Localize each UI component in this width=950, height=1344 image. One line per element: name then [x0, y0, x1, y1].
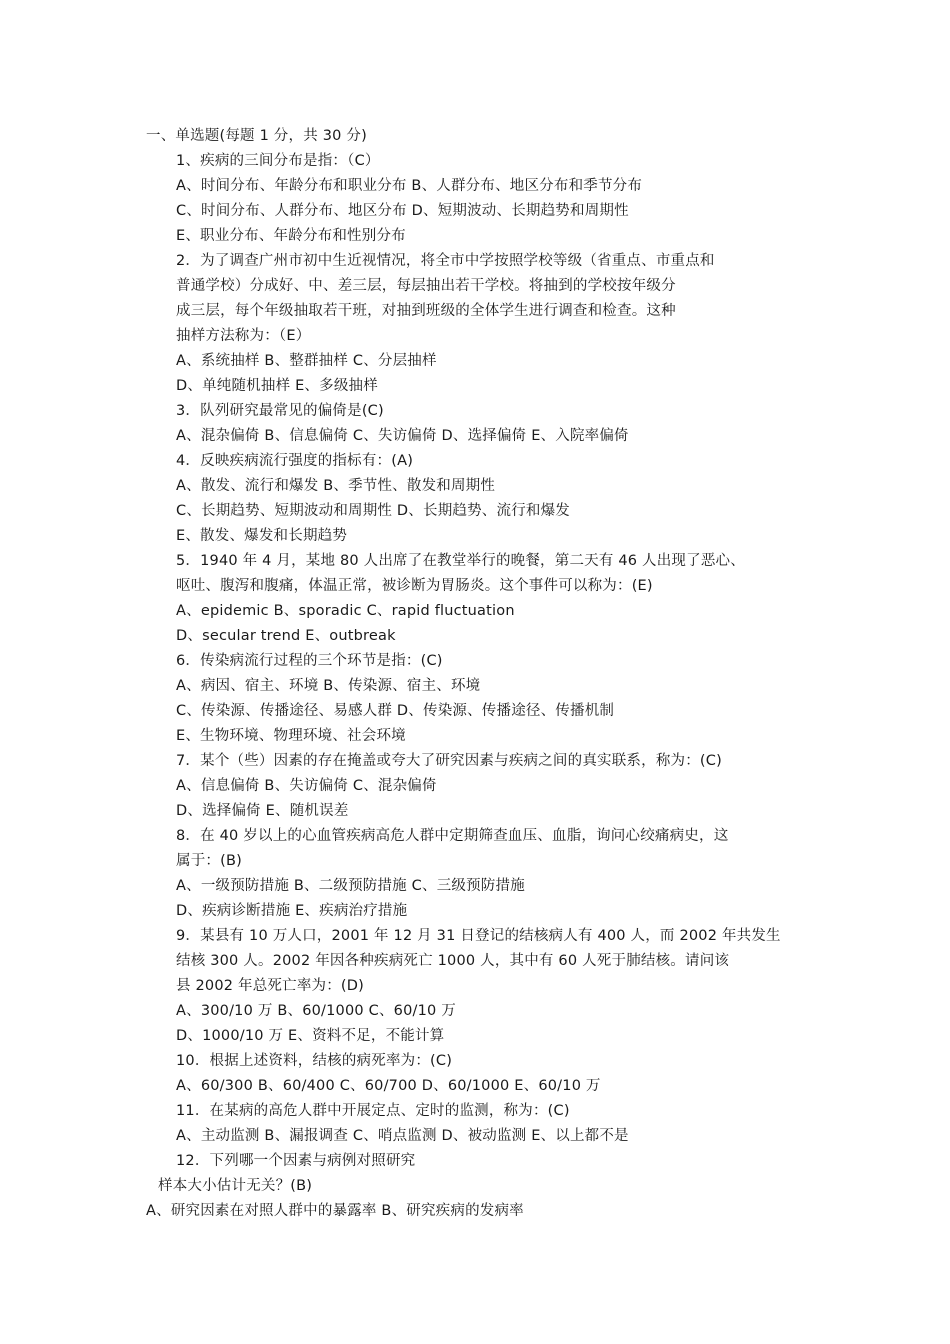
question-11-options: A、主动监测 B、漏报调查 C、哨点监测 D、被动监测 E、以上都不是: [176, 1128, 629, 1144]
question-2-line-2: 普通学校）分成好、中、差三层，每层抽出若干学校。将抽到的学校按年级分: [176, 278, 676, 294]
question-3-options: A、混杂偏倚 B、信息偏倚 C、失访偏倚 D、选择偏倚 E、入院率偏倚: [176, 428, 629, 444]
question-2-options-de: D、单纯随机抽样 E、多级抽样: [176, 378, 378, 394]
question-7: 7．某个（些）因素的存在掩盖或夸大了研究因素与疾病之间的真实联系，称为：(C): [176, 753, 722, 769]
question-2-line-3: 成三层，每个年级抽取若干班，对抽到班级的全体学生进行调查和检查。这种: [176, 303, 676, 319]
question-6-options-cd: C、传染源、传播途径、易感人群 D、传染源、传播途径、传播机制: [176, 703, 615, 719]
question-11: 11．在某病的高危人群中开展定点、定时的监测，称为：(C): [176, 1103, 570, 1119]
question-4-option-e: E、散发、爆发和长期趋势: [176, 528, 348, 544]
question-5-options-de: D、secular trend E、outbreak: [176, 628, 396, 644]
question-2-line-4: 抽样方法称为：（E）: [176, 328, 311, 344]
question-12-line-1: 12．下列哪一个因素与病例对照研究: [176, 1153, 416, 1169]
question-1: 1、疾病的三间分布是指：（C）: [176, 153, 380, 169]
question-4-options-cd: C、长期趋势、短期波动和周期性 D、长期趋势、流行和爆发: [176, 503, 570, 519]
question-5-line-1: 5．1940 年 4 月，某地 80 人出席了在教堂举行的晚餐，第二天有 46 人出现了恶心、: [176, 553, 745, 569]
question-7-options-de: D、选择偏倚 E、随机误差: [176, 803, 349, 819]
question-12-line-2: 样本大小估计无关？(B): [158, 1178, 313, 1194]
question-1-options-cd: C、时间分布、人群分布、地区分布 D、短期波动、长期趋势和周期性: [176, 203, 629, 219]
section-heading: 一、单选题(每题 1 分，共 30 分): [146, 128, 367, 144]
question-8-options-abc: A、一级预防措施 B、二级预防措施 C、三级预防措施: [176, 878, 525, 894]
question-9-line-2: 结核 300 人。2002 年因各种疾病死亡 1000 人，其中有 60 人死于肺结核。请问该: [176, 953, 730, 969]
question-7-options-abc: A、信息偏倚 B、失访偏倚 C、混杂偏倚: [176, 778, 437, 794]
question-9-line-3: 县 2002 年总死亡率为：(D): [176, 978, 364, 994]
question-4-options-ab: A、散发、流行和爆发 B、季节性、散发和周期性: [176, 478, 496, 494]
question-5-options-abc: A、epidemic B、sporadic C、rapid fluctuation: [176, 603, 515, 619]
question-2-line-1: 2．为了调查广州市初中生近视情况，将全市中学按照学校等级（省重点、市重点和: [176, 253, 715, 269]
question-2-options-abc: A、系统抽样 B、整群抽样 C、分层抽样: [176, 353, 437, 369]
question-6: 6．传染病流行过程的三个环节是指：(C): [176, 653, 443, 669]
question-4: 4．反映疾病流行强度的指标有：(A): [176, 453, 414, 469]
question-10: 10．根据上述资料，结核的病死率为：(C): [176, 1053, 453, 1069]
question-6-options-ab: A、病因、宿主、环境 B、传染源、宿主、环境: [176, 678, 481, 694]
question-8-line-1: 8．在 40 岁以上的心血管疾病高危人群中定期筛查血压、血脂，询问心绞痛病史，这: [176, 828, 729, 844]
question-10-options: A、60/300 B、60/400 C、60/700 D、60/1000 E、60/10 万: [176, 1078, 601, 1094]
question-6-option-e: E、生物环境、物理环境、社会环境: [176, 728, 406, 744]
question-8-line-2: 属于：(B): [176, 853, 242, 869]
question-3: 3．队列研究最常见的偏倚是(C): [176, 403, 384, 419]
question-9-line-1: 9．某县有 10 万人口，2001 年 12 月 31 日登记的结核病人有 400 人，而 2002 年共发生: [176, 928, 781, 944]
question-1-option-e: E、职业分布、年龄分布和性别分布: [176, 228, 406, 244]
question-9-options-abc: A、300/10 万 B、60/1000 C、60/10 万: [176, 1003, 456, 1019]
question-12-options-ab: A、研究因素在对照人群中的暴露率 B、研究疾病的发病率: [146, 1203, 524, 1219]
question-1-options-ab: A、时间分布、年龄分布和职业分布 B、人群分布、地区分布和季节分布: [176, 178, 643, 194]
question-9-options-de: D、1000/10 万 E、资料不足，不能计算: [176, 1028, 445, 1044]
question-5-line-2: 呕吐、腹泻和腹痛，体温正常，被诊断为胃肠炎。这个事件可以称为：(E): [176, 578, 653, 594]
question-8-options-de: D、疾病诊断措施 E、疾病治疗措施: [176, 903, 408, 919]
